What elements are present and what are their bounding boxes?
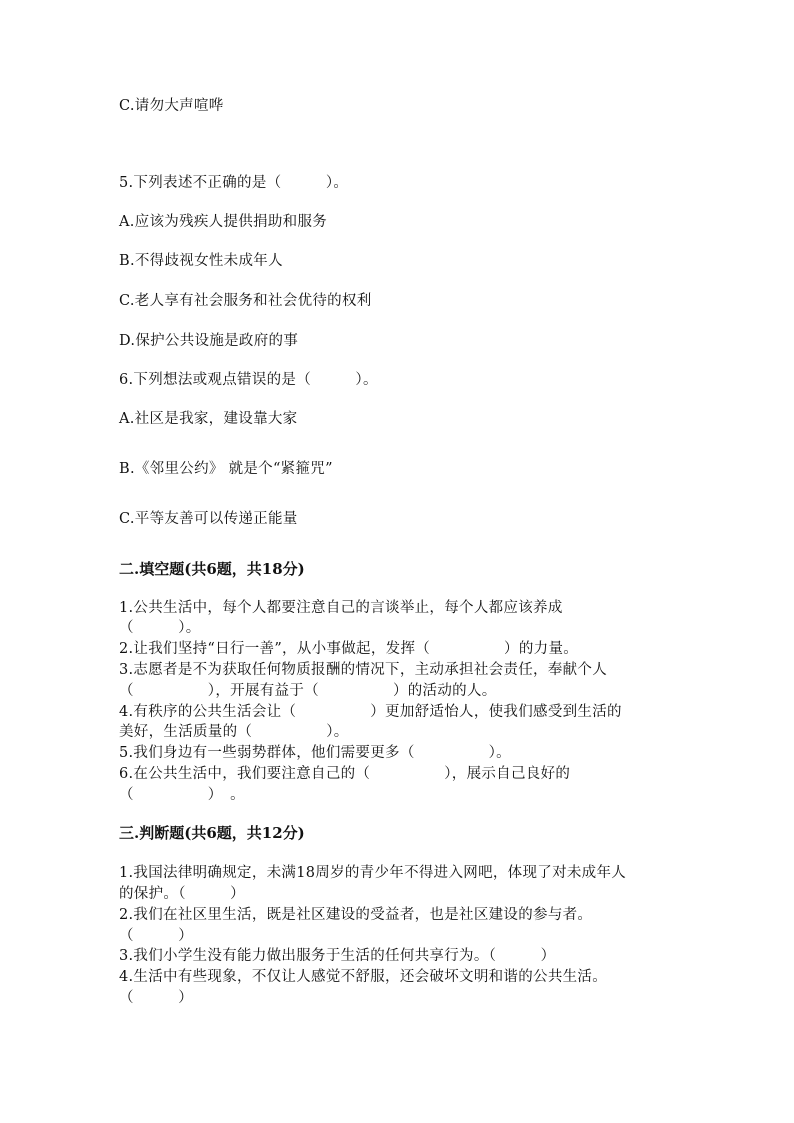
q5-option-c: C.老人享有社会服务和社会优待的权利 <box>119 293 372 309</box>
section3-line: （ ） <box>119 990 193 1006</box>
q6-option-b: B.《邻里公约》 就是个“紧箍咒” <box>119 461 333 477</box>
section3-line: 1.我国法律明确规定，未满18周岁的青少年不得进入网吧，体现了对未成年人 <box>119 865 627 881</box>
section2-line: 4.有秩序的公共生活会让（ ）更加舒适怡人，使我们感受到生活的 <box>119 704 622 720</box>
q5-option-b: B.不得歧视女性未成年人 <box>119 253 283 269</box>
section3-line: 的保护。（ ） <box>119 886 245 902</box>
section3-heading: 三.判断题(共6题，共12分) <box>119 824 305 842</box>
section3-line: 3.我们小学生没有能力做出服务于生活的任何共享行为。（ ） <box>119 948 556 964</box>
q5-option-a: A.应该为残疾人提供捐助和服务 <box>119 214 328 230</box>
section3-line: 2.我们在社区里生活，既是社区建设的受益者，也是社区建设的参与者。 <box>119 907 593 923</box>
q4-option-c: C.请勿大声喧哗 <box>119 98 224 114</box>
section2-line: 美好，生活质量的（ ）。 <box>119 724 349 740</box>
section2-line: 1.公共生活中，每个人都要注意自己的言谈举止，每个人都应该养成 <box>119 600 563 616</box>
q5-stem: 5.下列表述不正确的是（ ）。 <box>119 175 349 191</box>
section2-heading: 二.填空题(共6题，共18分) <box>119 560 305 578</box>
section2-line: （ ）。 <box>119 620 201 636</box>
q6-option-c: C.平等友善可以传递正能量 <box>119 511 298 527</box>
section2-line: 6.在公共生活中，我们要注意自己的（ ），展示自己良好的 <box>119 766 571 782</box>
section2-line: （ ），开展有益于（ ）的活动的人。 <box>119 683 497 699</box>
section3-line: 4.生活中有些现象，不仅让人感觉不舒服，还会破坏文明和谐的公共生活。 <box>119 969 608 985</box>
section2-line: 5.我们身边有一些弱势群体，他们需要更多（ ）。 <box>119 745 511 761</box>
section2-line: （ ） 。 <box>119 787 245 803</box>
q6-stem: 6.下列想法或观点错误的是（ ）。 <box>119 372 378 388</box>
section2-line: 2.让我们坚持“日行一善”，从小事做起，发挥（ ）的力量。 <box>119 641 579 657</box>
section3-line: （ ） <box>119 928 193 944</box>
section2-line: 3.志愿者是不为获取任何物质报酬的情况下，主动承担社会责任，奉献个人 <box>119 662 608 678</box>
q6-option-a: A.社区是我家，建设靠大家 <box>119 411 298 427</box>
q5-option-d: D.保护公共设施是政府的事 <box>119 333 299 349</box>
